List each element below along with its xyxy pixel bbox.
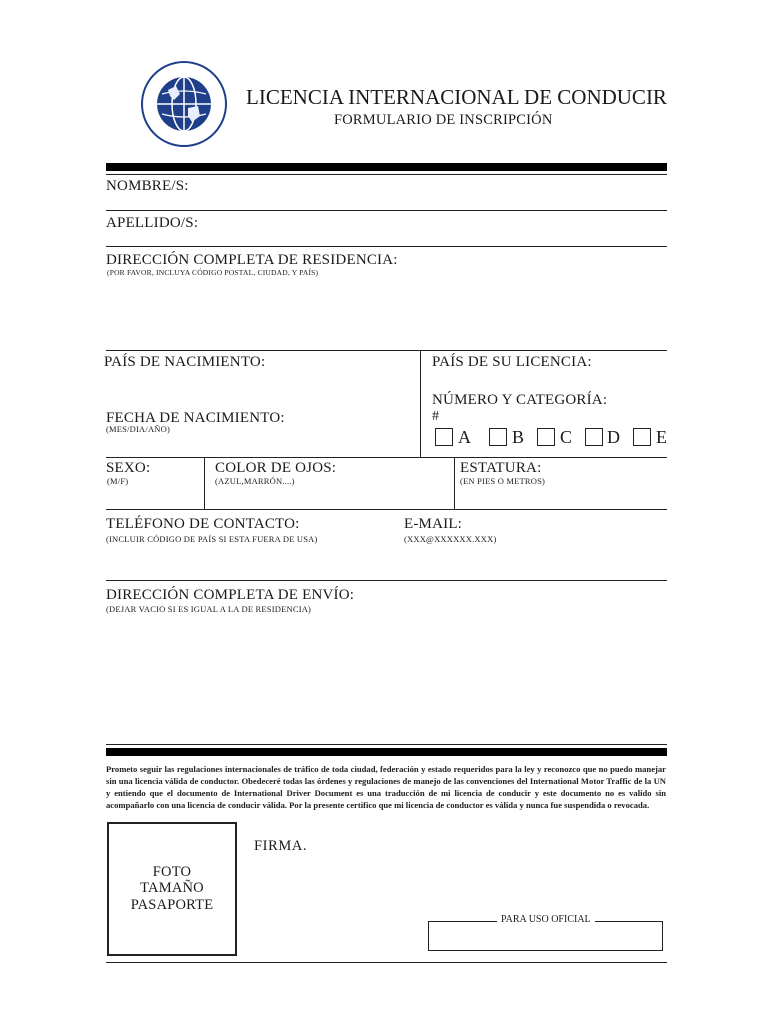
- vertical-divider: [420, 350, 421, 458]
- category-d-checkbox[interactable]: [585, 428, 603, 446]
- divider: [106, 580, 667, 581]
- telefono-hint: (INCLUIR CÓDIGO DE PAÍS SI ESTA FUERA DE USA): [106, 534, 318, 544]
- estatura-hint: (EN PIES O METROS): [460, 476, 546, 486]
- direccion-envio-label: DIRECCIÓN COMPLETA DE ENVÍO:: [106, 587, 355, 603]
- category-e-label: E: [656, 427, 667, 447]
- category-a-checkbox[interactable]: [435, 428, 453, 446]
- photo-label-line2: TAMAÑO: [140, 880, 204, 896]
- direccion-residencia-line[interactable]: [106, 350, 667, 351]
- firma-label: FIRMA.: [254, 838, 308, 854]
- pais-licencia-label: PAÍS DE SU LICENCIA:: [432, 354, 592, 370]
- category-c-checkbox[interactable]: [537, 428, 555, 446]
- color-ojos-label: COLOR DE OJOS:: [215, 460, 337, 476]
- vertical-divider: [204, 457, 205, 509]
- divider: [106, 962, 667, 963]
- estatura-label: ESTATURA:: [460, 460, 542, 476]
- page-title: LICENCIA INTERNACIONAL DE CONDUCIR: [246, 85, 667, 109]
- pais-nacimiento-label: PAÍS DE NACIMIENTO:: [104, 354, 266, 370]
- direccion-residencia-label: DIRECCIÓN COMPLETA DE RESIDENCIA:: [106, 252, 398, 268]
- divider: [106, 744, 667, 745]
- category-e-checkbox[interactable]: [633, 428, 651, 446]
- category-d-label: D: [607, 427, 620, 447]
- divider: [106, 509, 667, 510]
- divider: [106, 174, 667, 175]
- category-b-checkbox[interactable]: [489, 428, 507, 446]
- bottom-divider: [106, 748, 667, 756]
- sexo-hint: (M/F): [107, 476, 129, 486]
- category-a-label: A: [458, 427, 471, 447]
- category-c-label: C: [560, 427, 573, 447]
- photo-label-line3: PASAPORTE: [130, 897, 214, 913]
- color-ojos-hint: (AZUL,MARRÓN....): [215, 476, 295, 486]
- direccion-residencia-hint: (POR FAVOR, INCLUYA CÓDIGO POSTAL, CIUDAD, Y PAÍS): [107, 268, 319, 277]
- logo-text: [140, 60, 141, 61]
- top-divider: [106, 163, 667, 171]
- sexo-label: SEXO:: [106, 460, 151, 476]
- apellido-label: APELLIDO/S:: [106, 215, 199, 231]
- fecha-nacimiento-label: FECHA DE NACIMIENTO:: [106, 410, 285, 426]
- category-b-label: B: [512, 427, 525, 447]
- numero-hash: #: [432, 409, 440, 424]
- divider: [106, 457, 667, 458]
- photo-label-line1: FOTO: [152, 864, 192, 880]
- page-subtitle: FORMULARIO DE INSCRIPCIÓN: [334, 112, 553, 128]
- uso-oficial-label: PARA USO OFICIAL: [497, 914, 595, 925]
- direccion-envio-hint: (DEJAR VACIO SI ES IGUAL A LA DE RESIDENCIA): [106, 604, 312, 614]
- telefono-label: TELÉFONO DE CONTACTO:: [106, 516, 300, 532]
- email-hint: (XXX@XXXXXX.XXX): [404, 534, 497, 544]
- email-label: E-MAIL:: [404, 516, 463, 532]
- nombre-label: NOMBRE/S:: [106, 178, 189, 194]
- numero-categoria-label: NÚMERO Y CATEGORÍA:: [432, 392, 608, 408]
- nombre-line[interactable]: [106, 210, 667, 211]
- fecha-nacimiento-hint: (MES/DIA/AÑO): [106, 424, 170, 434]
- declaration-text: Prometo seguir las regulaciones internacionales de tráfico de toda ciudad, federación y estado requeridos para la ley y reconozco que no puedo manejar sin una licencia válida de conductor. Obedeceré todas las órdenes y regulaciones de manejo de las convenciones del International Motor Traffic de la UN y entiendo que el documento de International Driver Document es una traducción de mi licencia de conducir y este documento no es valido sin acompañarlo con una licencia de conducir válida. Por la presente certifico que mi licencia de conductor es válida y nunca fue suspendida o revocada.: [106, 764, 666, 810]
- logo: [140, 60, 228, 148]
- uso-oficial-box: [428, 921, 663, 951]
- vertical-divider: [454, 457, 455, 509]
- apellido-line[interactable]: [106, 246, 667, 247]
